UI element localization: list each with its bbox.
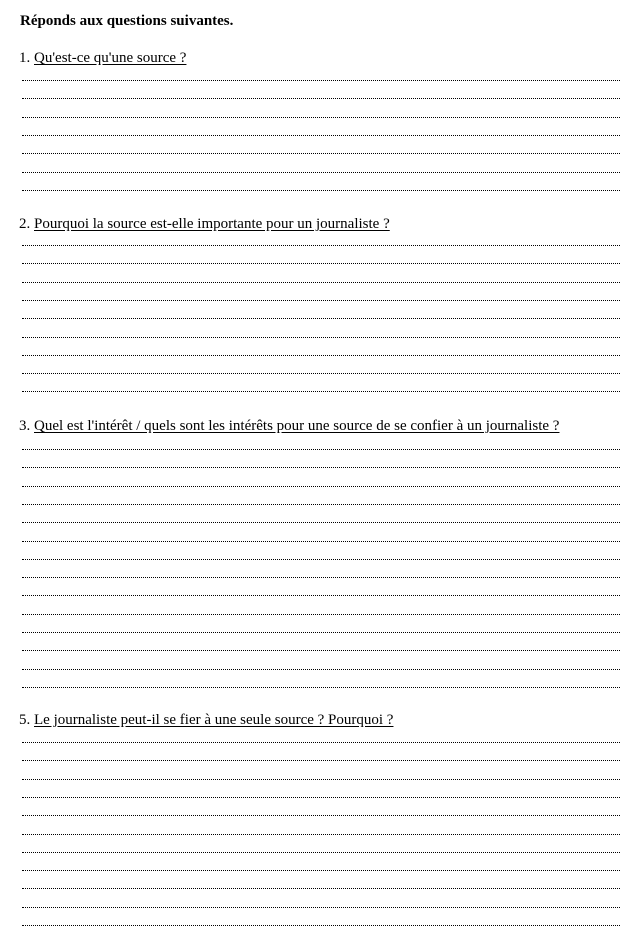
worksheet-heading: Réponds aux questions suivantes. bbox=[20, 13, 234, 29]
answer-line bbox=[22, 300, 620, 301]
answer-line bbox=[22, 797, 620, 798]
answer-line bbox=[22, 870, 620, 871]
answer-line bbox=[22, 153, 620, 154]
answer-line bbox=[22, 486, 620, 487]
answer-line bbox=[22, 614, 620, 615]
answer-line bbox=[22, 632, 620, 633]
question-3-number: 3. bbox=[19, 418, 31, 434]
answer-line bbox=[22, 135, 620, 136]
answer-line bbox=[22, 117, 620, 118]
question-3-text: Quel est l'intérêt / quels sont les intérêts pour une source de se confier à un journaliste ? bbox=[34, 418, 560, 434]
question-5-text: Le journaliste peut-il se fier à une seule source ? Pourquoi ? bbox=[34, 712, 394, 728]
question-1 bbox=[19, 49, 186, 67]
answer-line bbox=[22, 669, 620, 670]
answer-line bbox=[22, 449, 620, 450]
answer-line bbox=[22, 282, 620, 283]
question-1-number: 1. bbox=[19, 50, 31, 66]
answer-line bbox=[22, 650, 620, 651]
question-2 bbox=[19, 215, 390, 233]
answer-line bbox=[22, 172, 620, 173]
answer-line bbox=[22, 522, 620, 523]
question-2-number: 2. bbox=[19, 216, 31, 232]
answer-line bbox=[22, 245, 620, 246]
answer-line bbox=[22, 318, 620, 319]
answer-line bbox=[22, 337, 620, 338]
question-5 bbox=[19, 711, 393, 729]
answer-line bbox=[22, 559, 620, 560]
answer-line bbox=[22, 834, 620, 835]
answer-line bbox=[22, 373, 620, 374]
answer-line bbox=[22, 263, 620, 264]
answer-line bbox=[22, 888, 620, 889]
answer-line bbox=[22, 595, 620, 596]
answer-line bbox=[22, 577, 620, 578]
answer-line bbox=[22, 355, 620, 356]
question-1-text: Qu'est-ce qu'une source ? bbox=[34, 50, 187, 66]
answer-line bbox=[22, 742, 620, 743]
answer-line bbox=[22, 852, 620, 853]
answer-line bbox=[22, 760, 620, 761]
question-3 bbox=[19, 417, 559, 435]
answer-line bbox=[22, 190, 620, 191]
answer-line bbox=[22, 98, 620, 99]
answer-line bbox=[22, 815, 620, 816]
question-2-text: Pourquoi la source est-elle importante pour un journaliste ? bbox=[34, 216, 390, 232]
answer-line bbox=[22, 80, 620, 81]
answer-line bbox=[22, 907, 620, 908]
answer-line bbox=[22, 391, 620, 392]
answer-line bbox=[22, 779, 620, 780]
answer-line bbox=[22, 467, 620, 468]
question-5-number: 5. bbox=[19, 712, 31, 728]
answer-line bbox=[22, 687, 620, 688]
answer-line bbox=[22, 541, 620, 542]
answer-line bbox=[22, 504, 620, 505]
answer-line bbox=[22, 925, 620, 926]
